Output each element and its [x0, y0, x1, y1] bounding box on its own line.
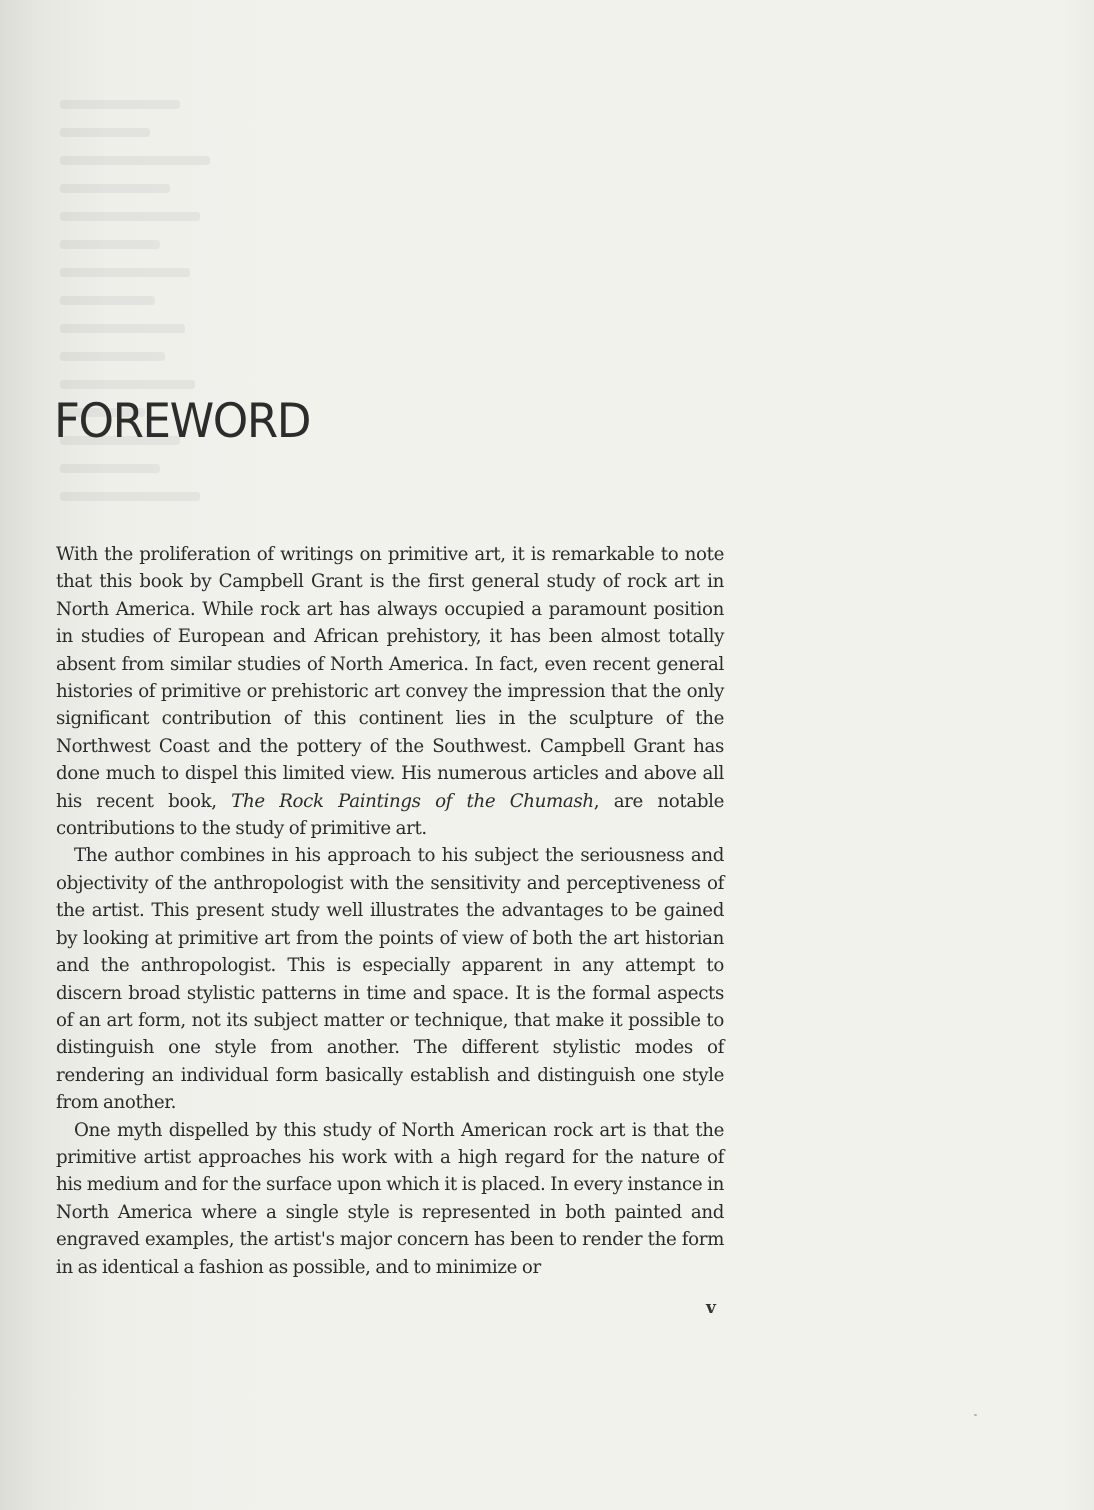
- paper-speck: [974, 1414, 977, 1416]
- page-number: v: [706, 1298, 716, 1318]
- book-title-italic: The Rock Paintings of the Chumash: [231, 790, 594, 812]
- paragraph-1-text-end: , are notable contributions to the study of primitive art.: [56, 790, 725, 840]
- paragraph-1: [56, 541, 724, 842]
- show-through-shadow: [50, 100, 250, 540]
- paragraph-1-text: With the proliferation of writings on primitive art, it is remarkable to note that this book by Campbell Grant is the first general study of rock art in North America. While rock art has always occupied a paramount position in studies of European and African prehistory, it has been almost totally absent from similar studies of North America. In fact, even recent general histories of primitive or prehistoric art convey the impression that the only significant contribution of this continent lies in the sculpture of the Northwest Coast and the pottery of the Southwest. Campbell Grant has done much to dispel this limited view. His numerous articles and above all his recent book,: [56, 544, 724, 812]
- paragraph-3: One myth dispelled by this study of North American rock art is that the primitive artist approaches his work with a high regard for the nature of his medium and for the surface upon which it is placed. In every instance in North America where a single style is represented in both painted and engraved examples, the artist's major concern has been to render the form in as identical a fashion as possible, and to minimize or: [56, 1119, 724, 1278]
- page-title: FOREWORD: [54, 394, 311, 449]
- foreword-body: [56, 541, 724, 1281]
- paragraph-2: The author combines in his approach to his subject the seriousness and objectivity of the anthropologist with the sensitivity and perceptiveness of the artist. This present study well illustrates the advantages to be gained by looking at primitive art from the points of view of both the art historian and the anthropologist. This is especially apparent in any attempt to discern broad stylistic patterns in time and space. It is the formal aspects of an art form, not its subject matter or technique, that make it possible to distinguish one style from another. The different stylistic modes of rendering an individual form basically establish and distinguish one style from another.: [56, 845, 724, 1114]
